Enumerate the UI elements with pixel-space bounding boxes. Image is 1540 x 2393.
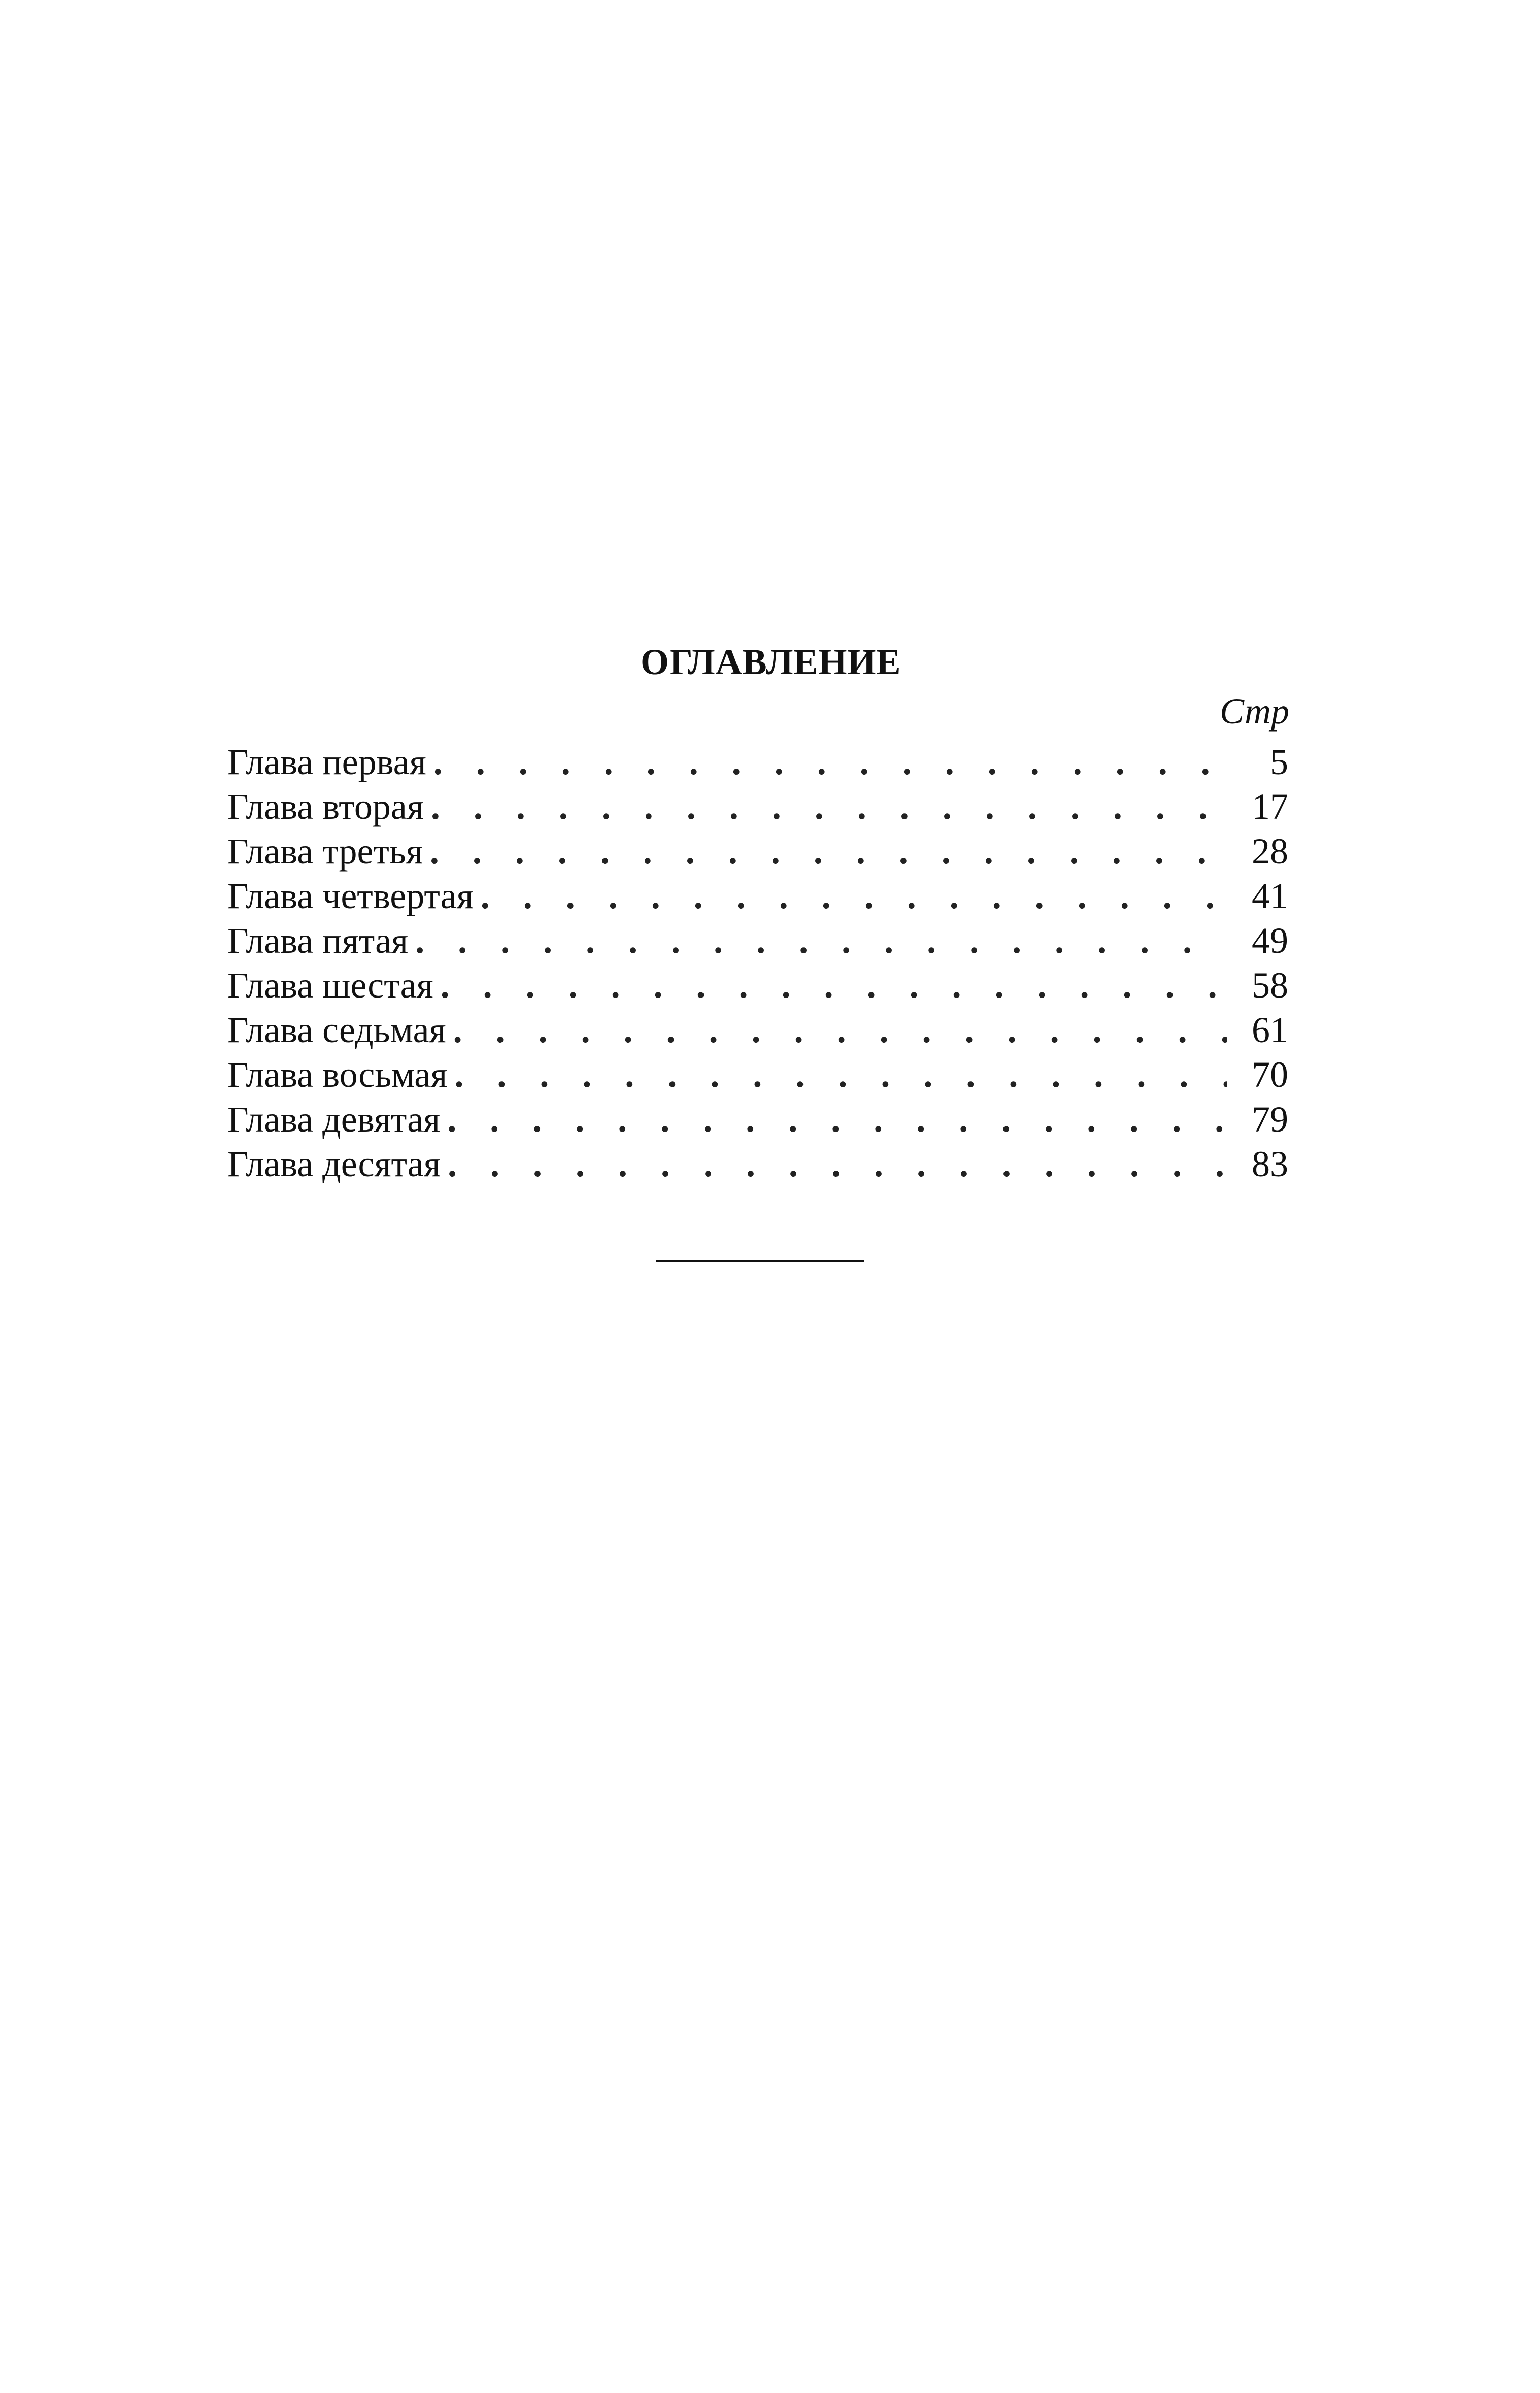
toc-entry-label: Глава восьмая — [227, 1054, 448, 1095]
toc-entry — [227, 967, 1288, 1012]
toc-entry-page: 79 — [1252, 1099, 1288, 1140]
toc-entry-page: 58 — [1252, 965, 1288, 1006]
toc-entry — [227, 1056, 1288, 1101]
dot-leader — [441, 967, 1227, 1004]
toc-entry-label: Глава седьмая — [227, 1010, 446, 1050]
dot-leader — [454, 1056, 1227, 1093]
toc-entry — [227, 788, 1288, 833]
toc-entry-label: Глава десятая — [227, 1144, 441, 1184]
toc-entry-label: Глава вторая — [227, 786, 424, 827]
toc-entry-page: 61 — [1252, 1010, 1288, 1050]
toc-entry-page: 5 — [1270, 742, 1288, 782]
dot-leader — [433, 744, 1227, 780]
dot-leader — [447, 1101, 1227, 1138]
page-title: ОГЛАВЛЕНИЕ — [641, 642, 901, 682]
dot-leader — [453, 1012, 1227, 1048]
table-of-contents — [227, 744, 1288, 1190]
toc-entry-label: Глава шестая — [227, 965, 433, 1006]
toc-entry-page: 28 — [1252, 831, 1288, 872]
toc-entry — [227, 833, 1288, 878]
dot-leader — [415, 922, 1227, 959]
toc-entry — [227, 744, 1288, 788]
toc-entry — [227, 922, 1288, 967]
page-column-header: Стр — [1219, 691, 1289, 732]
dot-leader — [448, 1146, 1227, 1182]
toc-entry-label: Глава пятая — [227, 920, 409, 961]
dot-leader — [481, 878, 1227, 914]
toc-entry — [227, 1146, 1288, 1190]
toc-entry — [227, 1101, 1288, 1146]
dot-leader — [431, 788, 1227, 825]
toc-entry-page: 49 — [1252, 920, 1288, 961]
toc-entry-page: 70 — [1252, 1054, 1288, 1095]
dot-leader — [430, 833, 1227, 870]
toc-entry-page: 83 — [1252, 1144, 1288, 1184]
toc-entry — [227, 878, 1288, 922]
toc-entry-label: Глава девятая — [227, 1099, 441, 1140]
toc-entry — [227, 1012, 1288, 1056]
end-rule-divider — [656, 1260, 864, 1262]
toc-entry-label: Глава четвертая — [227, 876, 474, 916]
toc-entry-page: 17 — [1252, 786, 1288, 827]
toc-entry-label: Глава третья — [227, 831, 423, 872]
toc-entry-page: 41 — [1252, 876, 1288, 916]
toc-entry-label: Глава первая — [227, 742, 426, 782]
